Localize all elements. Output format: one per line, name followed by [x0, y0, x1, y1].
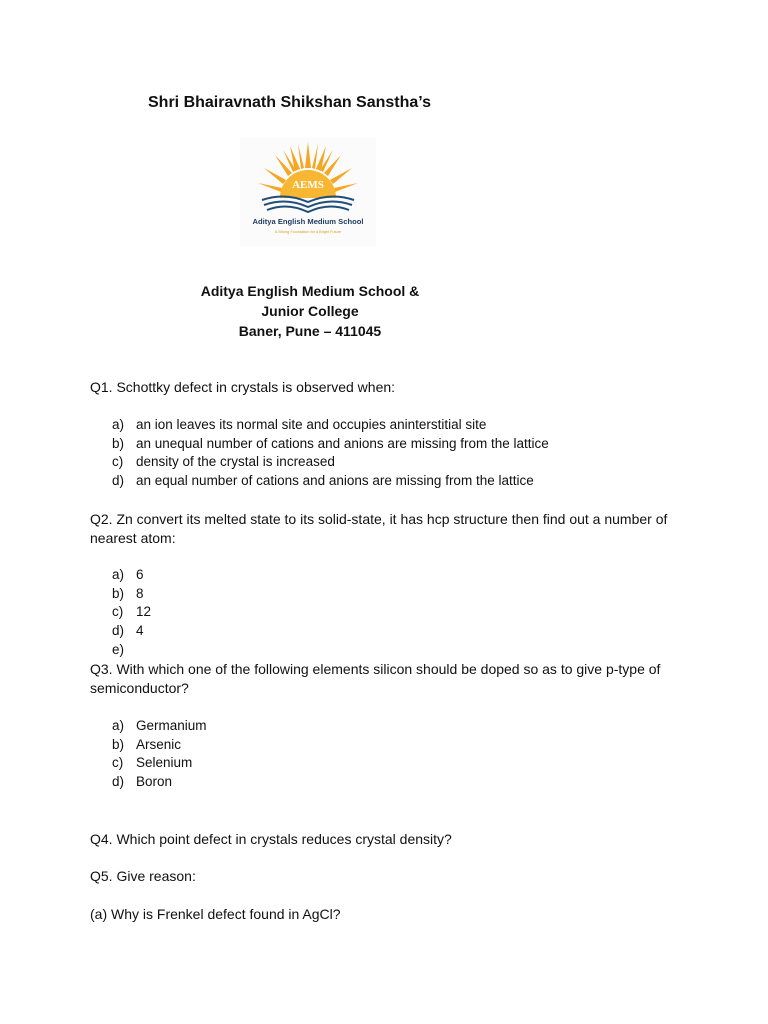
option-letter: c) [112, 755, 124, 771]
option-letter: d) [112, 473, 125, 489]
option [112, 453, 549, 472]
option [112, 416, 549, 435]
open-book-icon [262, 196, 354, 212]
option [112, 585, 151, 604]
trust-name: Shri Bhairavnath Shikshan Sanstha’s [148, 94, 432, 111]
option-letter: a) [112, 718, 125, 733]
option-letter: b) [112, 585, 125, 601]
option [112, 603, 151, 622]
option-text: density of the crystal is increased [136, 454, 335, 470]
logo-school-name: Aditya English Medium School [252, 217, 364, 226]
option-text: Germanium [136, 718, 207, 733]
school-address-block [0, 281, 620, 341]
question-1: Q1. Schottky defect in crystals is observed when: [90, 379, 396, 395]
question-4: Q4. Which point defect in crystals reduces crystal density? [90, 831, 452, 847]
option-text: an equal number of cations and anions are missing from the lattice [136, 473, 534, 489]
option [112, 472, 549, 491]
option [112, 773, 207, 792]
question-5a: (a) Why is Frenkel defect found in AgCl? [90, 906, 341, 922]
option-text: an unequal number of cations and anions are missing from the lattice [136, 435, 549, 451]
option-letter: d) [112, 623, 125, 639]
question-3: Q3. With which one of the following elements silicon should be doped so as to give p-type of semiconductor? [90, 661, 661, 696]
option-letter: b) [112, 435, 125, 451]
option-text: 12 [136, 604, 152, 620]
question-3-options [112, 717, 207, 792]
logo-graphic [240, 138, 376, 246]
option [112, 641, 151, 660]
address-line: Baner, Pune – 411045 [238, 323, 382, 339]
option-letter: d) [112, 774, 125, 790]
option-letter: a) [112, 417, 125, 432]
school-logo [240, 138, 376, 246]
option-letter: e) [112, 641, 125, 657]
option [112, 736, 207, 755]
option-letter: a) [112, 567, 125, 582]
option-text: Selenium [136, 755, 193, 771]
logo-abbr: AEMS [292, 179, 324, 191]
logo-tagline: A Strong Foundation for a Bright Future [274, 230, 342, 234]
option-letter: c) [112, 604, 124, 620]
option [112, 754, 207, 773]
option [112, 717, 207, 736]
question-2-options [112, 566, 151, 659]
junior-college-line: Junior College [261, 303, 359, 319]
option [112, 435, 549, 454]
option-text: an ion leaves its normal site and occupies aninterstitial site [136, 417, 487, 432]
option-letter: c) [112, 454, 124, 470]
option [112, 566, 151, 585]
question-2: Q2. Zn convert its melted state to its solid-state, it has hcp structure then find out a number of nearest atom: [90, 511, 668, 546]
question-1-options [112, 416, 549, 491]
option-text: Arsenic [136, 736, 182, 752]
option-text: Boron [136, 774, 173, 790]
option [112, 622, 151, 641]
option-text: 4 [136, 623, 144, 639]
question-5: Q5. Give reason: [90, 868, 196, 884]
option-text: 8 [136, 585, 144, 601]
school-name-line: Aditya English Medium School & [200, 283, 420, 299]
option-text: 6 [136, 567, 144, 582]
option-letter: b) [112, 736, 125, 752]
